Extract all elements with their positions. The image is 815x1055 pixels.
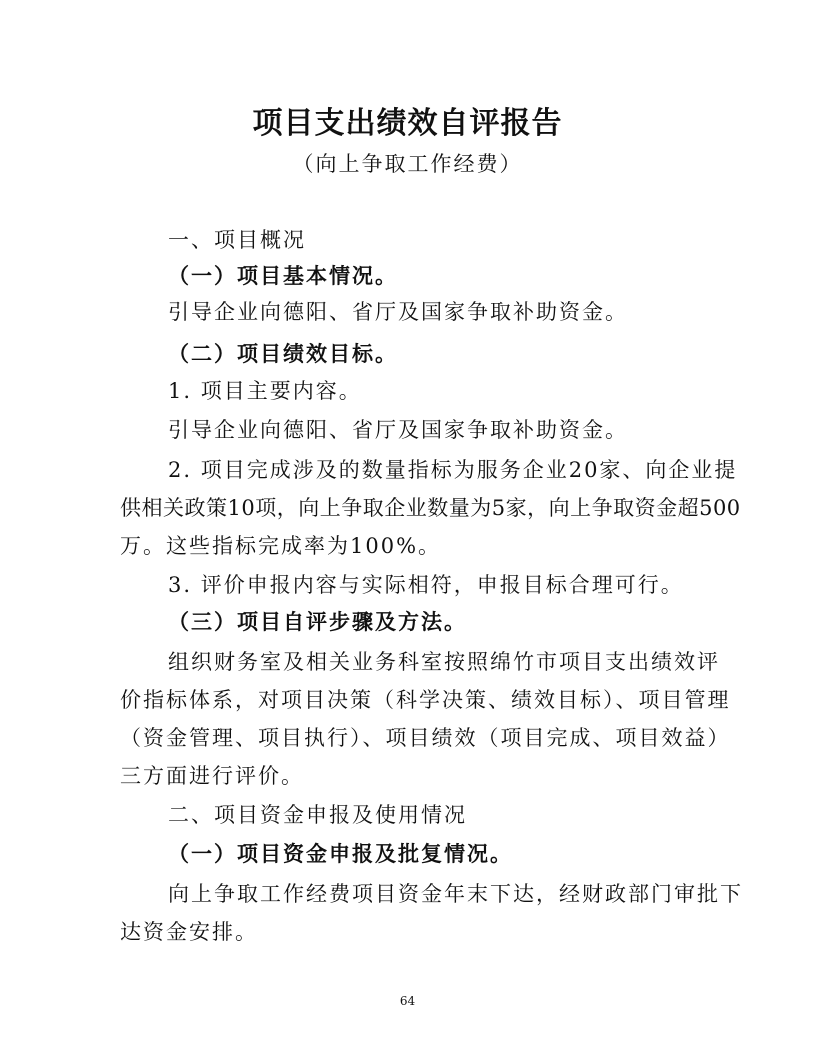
page-number: 64 bbox=[399, 994, 416, 1008]
paragraph-line: 引导企业向德阳、省厅及国家争取补助资金。 bbox=[168, 300, 628, 324]
document-title: 项目支出绩效自评报告 bbox=[252, 106, 563, 141]
section-heading-2: 二、项目资金申报及使用情况 bbox=[168, 803, 467, 827]
paragraph-line: 供相关政策10项，向上争取企业数量为5家，向上争取资金超500 bbox=[120, 496, 741, 520]
subsection-heading: （一）项目资金申报及批复情况。 bbox=[168, 842, 513, 866]
subsection-heading: （二）项目绩效目标。 bbox=[168, 342, 398, 366]
paragraph-line: 3. 评价申报内容与实际相符，申报目标合理可行。 bbox=[168, 573, 684, 597]
section-heading-1: 一、项目概况 bbox=[168, 228, 306, 252]
paragraph-line: 万。这些指标完成率为100%。 bbox=[120, 534, 442, 558]
paragraph-line: 达资金安排。 bbox=[120, 920, 258, 944]
paragraph-line: 引导企业向德阳、省厅及国家争取补助资金。 bbox=[168, 418, 628, 442]
subsection-heading: （一）项目基本情况。 bbox=[168, 264, 398, 288]
paragraph-line: （资金管理、项目执行）、项目绩效（项目完成、项目效益） bbox=[120, 726, 731, 750]
paragraph-line: 向上争取工作经费项目资金年末下达，经财政部门审批下 bbox=[168, 882, 743, 906]
paragraph-line: 组织财务室及相关业务科室按照绵竹市项目支出绩效评 bbox=[168, 650, 720, 674]
paragraph-line: 2. 项目完成涉及的数量指标为服务企业20家、向企业提 bbox=[168, 458, 738, 482]
subsection-heading: （三）项目自评步骤及方法。 bbox=[168, 610, 467, 634]
paragraph-line: 三方面进行评价。 bbox=[120, 764, 304, 788]
document-subtitle: （向上争取工作经费） bbox=[292, 152, 523, 176]
paragraph-line: 1. 项目主要内容。 bbox=[168, 379, 362, 403]
paragraph-line: 价指标体系，对项目决策（科学决策、绩效目标）、项目管理 bbox=[120, 688, 731, 712]
